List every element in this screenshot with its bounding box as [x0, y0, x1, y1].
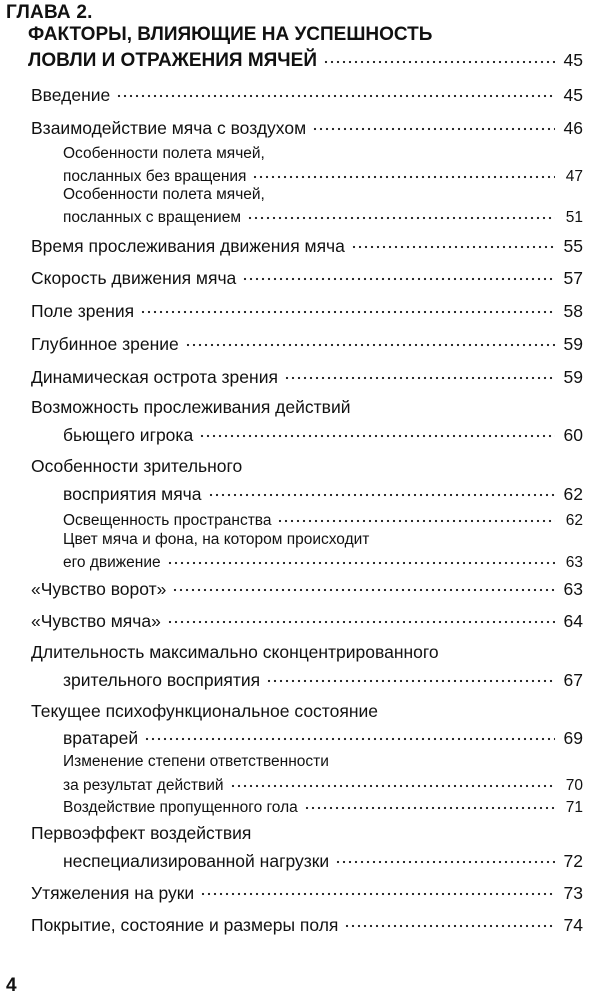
toc-page-number: 70 [565, 776, 583, 794]
toc-entry-ball-perception[interactable] [63, 482, 583, 505]
toc-entry-depth-vision[interactable] [31, 332, 583, 355]
toc-entry-title: Глубинное зрение [31, 333, 179, 354]
toc-page-number: 59 [563, 333, 583, 354]
leader-dots [230, 776, 555, 792]
toc-entry-psycho-state[interactable] [63, 726, 583, 749]
toc-entry-title: Введение [31, 84, 111, 105]
toc-entry-dynamic-acuity[interactable] [31, 365, 583, 388]
toc-entry-title: «Чувство мяча» [31, 610, 161, 631]
toc-entry-title: Освещенность пространства [63, 511, 272, 529]
leader-dots [242, 268, 555, 286]
toc-entry-title: Воздействие пропущенного гола [63, 798, 298, 816]
toc-page-number: 55 [563, 235, 583, 256]
toc-entry-introduction[interactable] [31, 83, 583, 106]
toc-page-number: 72 [563, 850, 583, 871]
toc-page-number: 45 [563, 84, 583, 105]
leader-dots [351, 236, 555, 254]
leader-dots [284, 367, 555, 385]
toc-entry-flight-no-spin[interactable] [63, 165, 583, 186]
leader-dots [344, 915, 555, 933]
toc-entry-tracking-time[interactable] [31, 234, 583, 257]
leader-dots [252, 167, 555, 183]
leader-dots [247, 208, 555, 224]
toc-entry-ball-air-interaction[interactable] [31, 116, 583, 139]
leader-dots [144, 728, 555, 746]
toc-page-number: 73 [563, 882, 583, 903]
leader-dots [167, 611, 555, 629]
leader-dots [185, 334, 555, 352]
toc-entry-line1: Текущее психофункциональное состояние [31, 701, 379, 721]
toc-entry-arm-weights[interactable] [31, 881, 583, 904]
toc-page-number: 45 [563, 50, 583, 70]
chapter-label: ГЛАВА 2. [6, 2, 93, 23]
toc-page-number: 71 [565, 798, 583, 816]
toc-entry-title: за результат действий [63, 776, 224, 794]
toc-entry-title: его движение [63, 553, 161, 571]
leader-dots [277, 511, 555, 527]
leader-dots [266, 670, 555, 688]
toc-entry-field-surface[interactable] [31, 913, 583, 936]
toc-entry-field-of-view[interactable] [31, 299, 583, 322]
toc-page-number: 67 [563, 669, 583, 690]
toc-entry-title: «Чувство ворот» [31, 578, 167, 599]
toc-page-number: 47 [565, 167, 583, 185]
toc-entry-goal-sense[interactable] [31, 577, 583, 600]
leader-dots [167, 553, 555, 569]
toc-page-number: 69 [563, 727, 583, 748]
chapter-title-line-1: ФАКТОРЫ, ВЛИЯЮЩИЕ НА УСПЕШНОСТЬ [28, 24, 433, 45]
toc-entry-title: восприятия мяча [63, 483, 202, 504]
toc-entry-ball-sense[interactable] [31, 609, 583, 632]
toc-entry-line1: Длительность максимально сконцентрированного [31, 642, 439, 662]
toc-entry-title: посланных с вращением [63, 208, 241, 226]
leader-dots [323, 49, 555, 68]
chapter-title-line-2: ЛОВЛИ И ОТРАЖЕНИЯ МЯЧЕЙ [28, 50, 317, 71]
toc-entry-title: Скорость движения мяча [31, 267, 237, 288]
toc-page-number: 74 [563, 914, 583, 935]
toc-entry-line1: Цвет мяча и фона, на котором происходит [63, 531, 370, 548]
page-number: 4 [6, 975, 17, 996]
leader-dots [208, 484, 555, 502]
toc-entry-first-effect[interactable] [63, 849, 583, 872]
toc-entry-ball-color[interactable] [63, 551, 583, 572]
toc-entry-title: бьющего игрока [63, 424, 194, 445]
toc-entry-title: Взаимодействие мяча с воздухом [31, 117, 307, 138]
toc-entry-flight-with-spin[interactable] [63, 206, 583, 227]
toc-page-number: 58 [563, 300, 583, 321]
toc-entry-title: зрительного восприятия [63, 669, 261, 690]
toc-page-number: 59 [563, 366, 583, 387]
toc-entry-ball-speed[interactable] [31, 266, 583, 289]
toc-page-number: 62 [565, 511, 583, 529]
toc-page-number: 60 [563, 424, 583, 445]
toc-entry-line1: Особенности полета мячей, [63, 186, 265, 203]
toc-page-number: 63 [563, 578, 583, 599]
leader-dots [140, 301, 555, 319]
toc-entry-line1: Возможность прослеживания действий [31, 397, 351, 417]
toc-entry-title: посланных без вращения [63, 167, 247, 185]
chapter-title-entry[interactable] [28, 47, 583, 72]
toc-entry-title: Покрытие, состояние и размеры поля [31, 914, 339, 935]
toc-entry-title: Время прослеживания движения мяча [31, 235, 345, 256]
leader-dots [200, 883, 555, 901]
toc-entry-title: Поле зрения [31, 300, 135, 321]
toc-entry-concentration[interactable] [63, 668, 583, 691]
leader-dots [199, 425, 555, 443]
toc-entry-title: неспециализированной нагрузки [63, 850, 330, 871]
toc-entry-title: Утяжеления на руки [31, 882, 195, 903]
toc-entry-tracking-kicker[interactable] [63, 423, 583, 446]
leader-dots [116, 85, 555, 103]
leader-dots [335, 851, 555, 869]
toc-entry-conceded-goal[interactable] [63, 796, 583, 817]
toc-page-number: 57 [563, 267, 583, 288]
toc-page-number: 62 [563, 483, 583, 504]
toc-entry-line1: Особенности полета мячей, [63, 145, 265, 162]
leader-dots [304, 798, 555, 814]
toc-page-number: 46 [563, 117, 583, 138]
toc-entry-title: Динамическая острота зрения [31, 366, 278, 387]
toc-page-number: 63 [565, 553, 583, 571]
toc-entry-lighting[interactable] [63, 509, 583, 530]
toc-page-number: 51 [565, 208, 583, 226]
toc-page-number: 64 [563, 610, 583, 631]
toc-entry-line1: Первоэффект воздействия [31, 823, 252, 843]
toc-entry-line1: Особенности зрительного [31, 456, 243, 476]
toc-entry-responsibility[interactable] [63, 774, 583, 795]
leader-dots [172, 579, 555, 597]
toc-entry-line1: Изменение степени ответственности [63, 753, 329, 770]
leader-dots [312, 118, 555, 136]
toc-entry-title: вратарей [63, 727, 139, 748]
